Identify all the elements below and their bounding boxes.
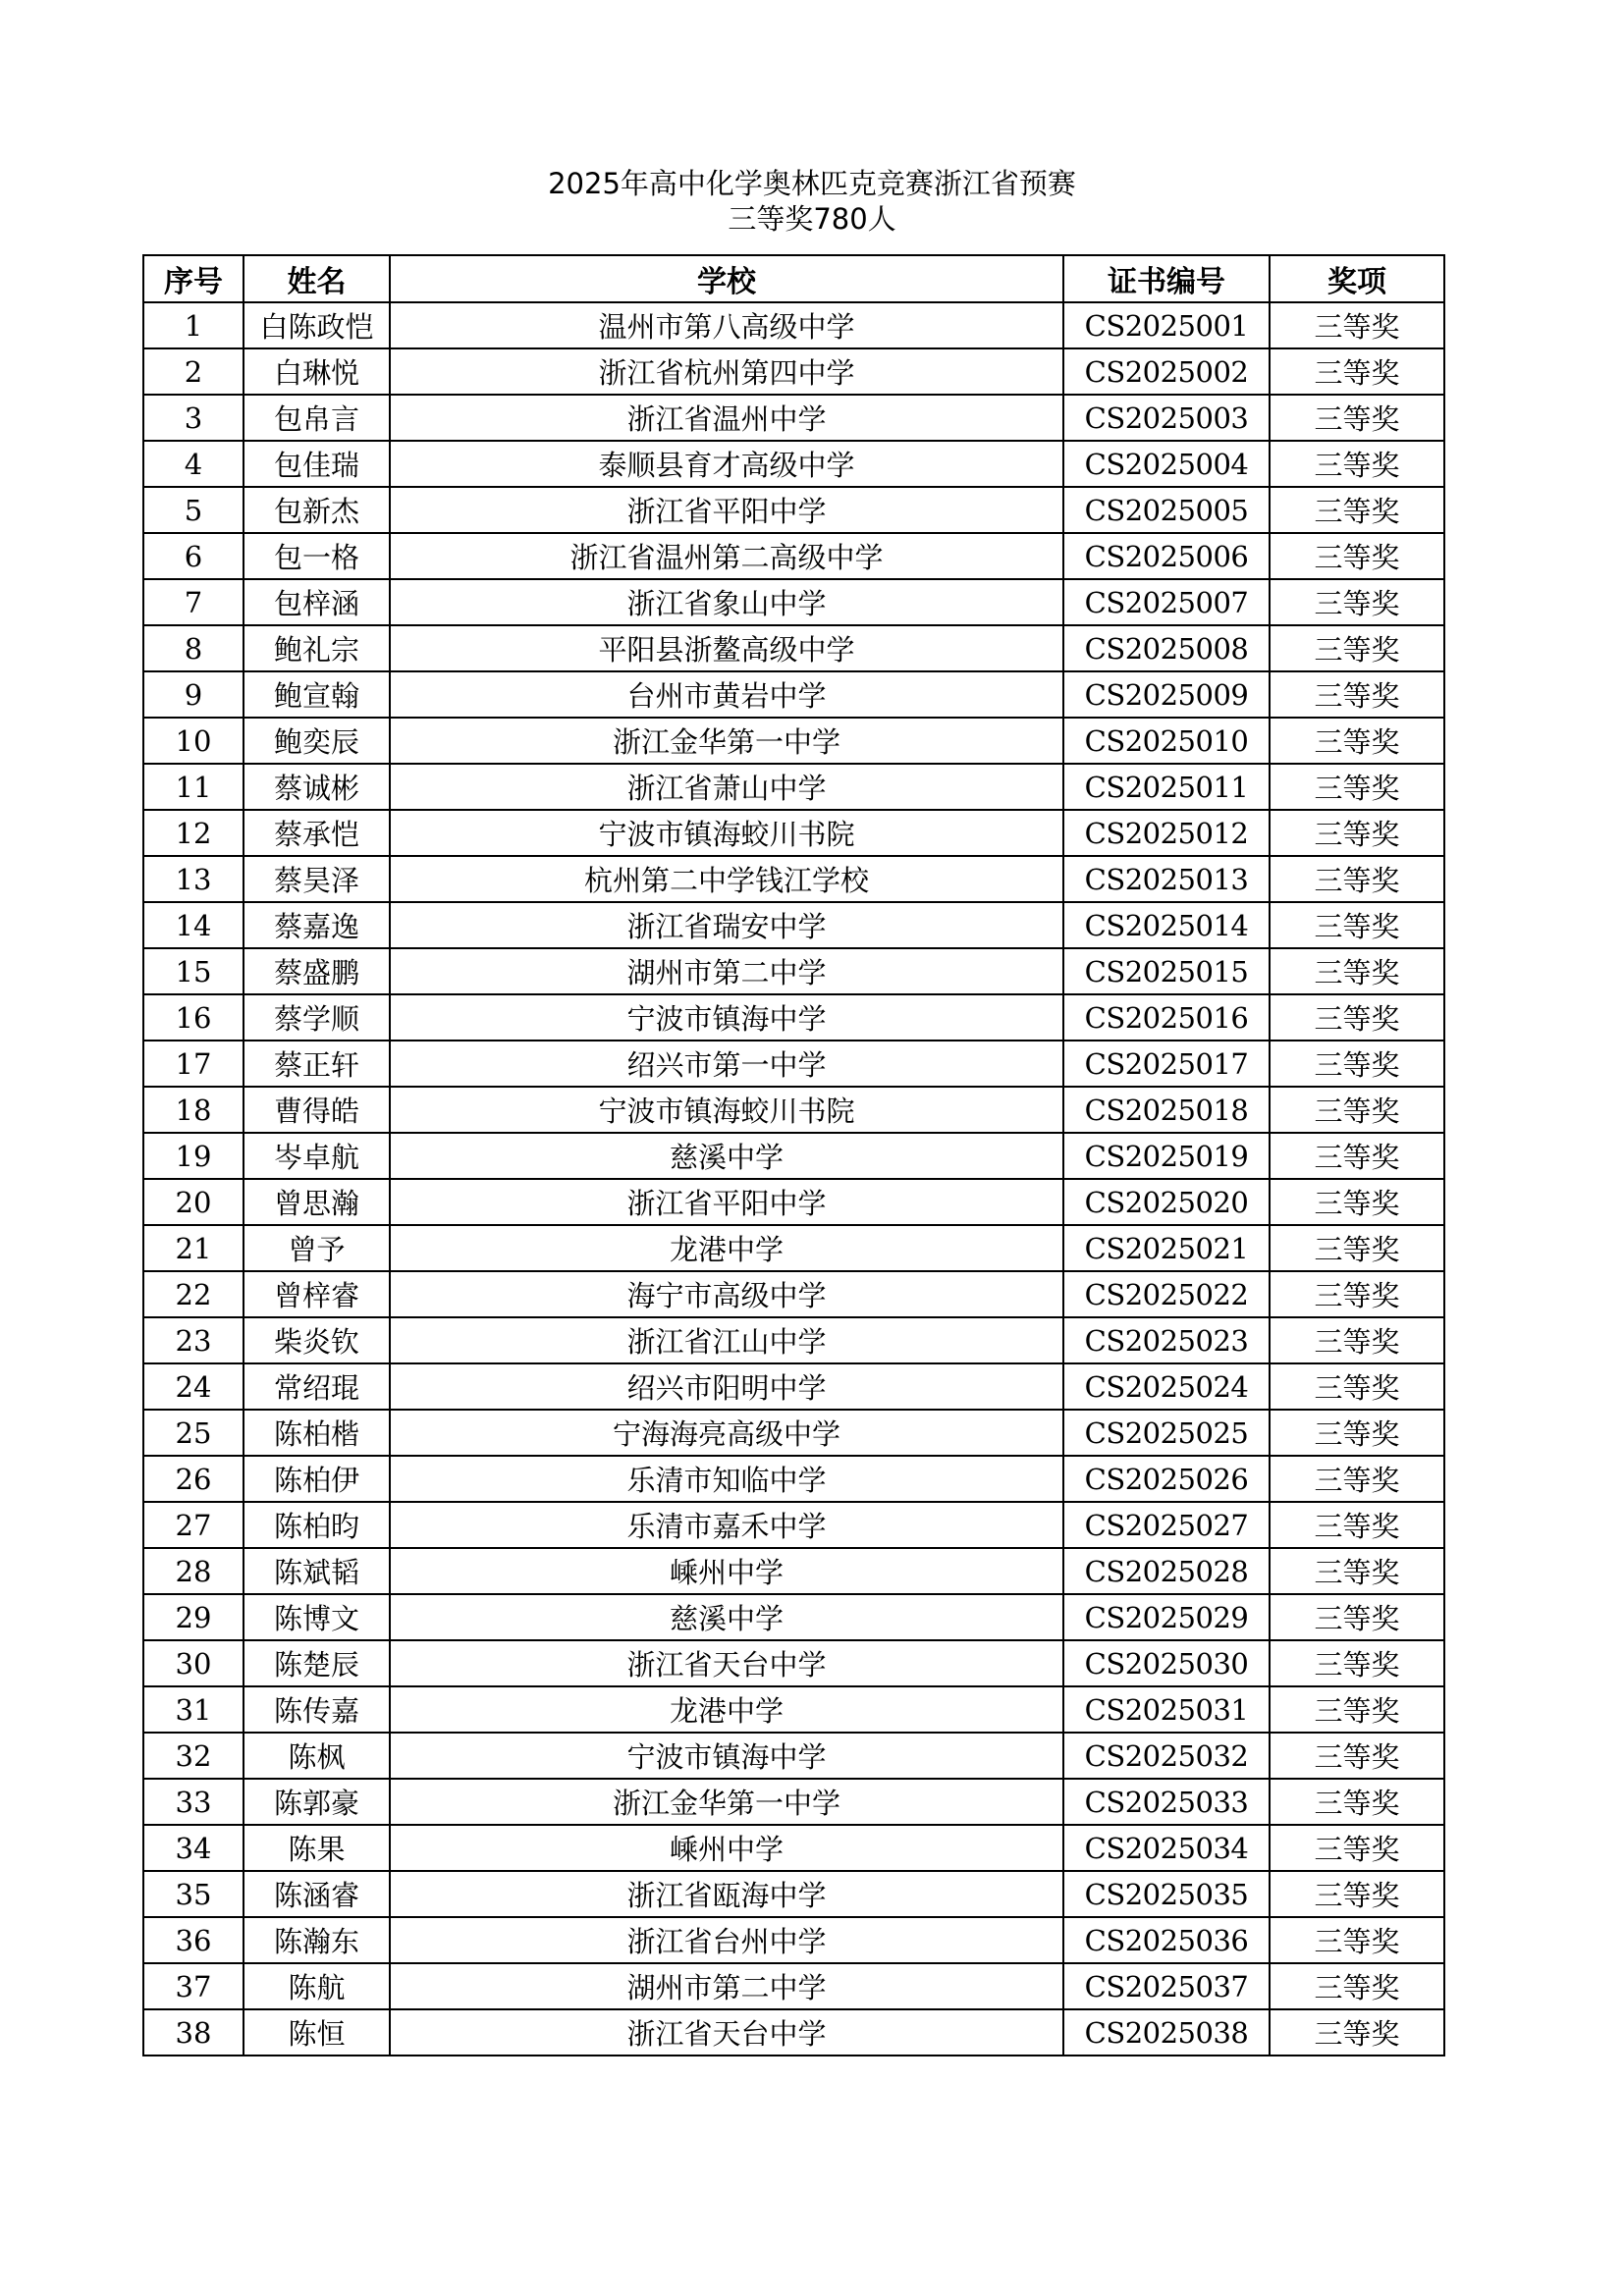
cell-name: 蔡嘉逸 [244, 902, 390, 948]
table-row [143, 1917, 1444, 1963]
cell-school: 泰顺县育才高级中学 [390, 441, 1063, 487]
table-row [143, 1686, 1444, 1733]
cell-school: 台州市黄岩中学 [390, 671, 1063, 718]
cell-award: 三等奖 [1270, 1225, 1444, 1271]
cell-school: 浙江省台州中学 [390, 1917, 1063, 1963]
cell-award: 三等奖 [1270, 718, 1444, 764]
cell-school: 海宁市高级中学 [390, 1271, 1063, 1317]
cell-name: 陈传嘉 [244, 1686, 390, 1733]
cell-school: 浙江省萧山中学 [390, 764, 1063, 810]
cell-award: 三等奖 [1270, 764, 1444, 810]
cell-index: 6 [143, 533, 244, 579]
cell-award: 三等奖 [1270, 1963, 1444, 2009]
cell-name: 岑卓航 [244, 1133, 390, 1179]
cell-name: 陈楚辰 [244, 1640, 390, 1686]
cell-award: 三等奖 [1270, 1317, 1444, 1363]
cell-award: 三等奖 [1270, 1640, 1444, 1686]
cell-cert: CS2025031 [1063, 1686, 1270, 1733]
table-row [143, 1225, 1444, 1271]
cell-award: 三等奖 [1270, 1871, 1444, 1917]
cell-cert: CS2025006 [1063, 533, 1270, 579]
cell-school: 乐清市嘉禾中学 [390, 1502, 1063, 1548]
header-index: 序号 [143, 255, 244, 302]
table-row [143, 994, 1444, 1041]
cell-award: 三等奖 [1270, 348, 1444, 395]
cell-school: 浙江省象山中学 [390, 579, 1063, 625]
cell-cert: CS2025033 [1063, 1779, 1270, 1825]
cell-school: 杭州第二中学钱江学校 [390, 856, 1063, 902]
cell-award: 三等奖 [1270, 1133, 1444, 1179]
cell-school: 宁波市镇海中学 [390, 994, 1063, 1041]
cell-cert: CS2025023 [1063, 1317, 1270, 1363]
cell-school: 浙江省江山中学 [390, 1317, 1063, 1363]
cell-award: 三等奖 [1270, 1917, 1444, 1963]
cell-award: 三等奖 [1270, 994, 1444, 1041]
cell-award: 三等奖 [1270, 1594, 1444, 1640]
cell-name: 白陈政恺 [244, 302, 390, 348]
cell-school: 宁波市镇海蛟川书院 [390, 810, 1063, 856]
cell-name: 包新杰 [244, 487, 390, 533]
cell-award: 三等奖 [1270, 948, 1444, 994]
cell-cert: CS2025025 [1063, 1410, 1270, 1456]
table-row [143, 948, 1444, 994]
cell-award: 三等奖 [1270, 671, 1444, 718]
table-row [143, 1825, 1444, 1871]
cell-award: 三等奖 [1270, 1733, 1444, 1779]
cell-cert: CS2025035 [1063, 1871, 1270, 1917]
table-row [143, 764, 1444, 810]
cell-name: 鲍奕辰 [244, 718, 390, 764]
cell-school: 湖州市第二中学 [390, 948, 1063, 994]
cell-cert: CS2025001 [1063, 302, 1270, 348]
cell-cert: CS2025009 [1063, 671, 1270, 718]
cell-cert: CS2025012 [1063, 810, 1270, 856]
cell-name: 包一格 [244, 533, 390, 579]
table-body [143, 302, 1444, 2056]
cell-index: 19 [143, 1133, 244, 1179]
cell-cert: CS2025030 [1063, 1640, 1270, 1686]
cell-name: 陈果 [244, 1825, 390, 1871]
cell-school: 浙江省平阳中学 [390, 1179, 1063, 1225]
cell-school: 湖州市第二中学 [390, 1963, 1063, 2009]
cell-school: 浙江省温州第二高级中学 [390, 533, 1063, 579]
table-row [143, 1779, 1444, 1825]
cell-index: 24 [143, 1363, 244, 1410]
table-row [143, 1133, 1444, 1179]
cell-school: 慈溪中学 [390, 1594, 1063, 1640]
cell-cert: CS2025026 [1063, 1456, 1270, 1502]
cell-award: 三等奖 [1270, 1041, 1444, 1087]
cell-cert: CS2025029 [1063, 1594, 1270, 1640]
cell-index: 28 [143, 1548, 244, 1594]
cell-name: 包帛言 [244, 395, 390, 441]
cell-index: 36 [143, 1917, 244, 1963]
table-row [143, 1271, 1444, 1317]
table-row [143, 1041, 1444, 1087]
table-row [143, 671, 1444, 718]
cell-name: 常绍琨 [244, 1363, 390, 1410]
cell-index: 29 [143, 1594, 244, 1640]
table-row [143, 487, 1444, 533]
cell-school: 乐清市知临中学 [390, 1456, 1063, 1502]
cell-cert: CS2025032 [1063, 1733, 1270, 1779]
cell-cert: CS2025010 [1063, 718, 1270, 764]
header-cert: 证书编号 [1063, 255, 1270, 302]
cell-school: 龙港中学 [390, 1225, 1063, 1271]
table-header-row [143, 255, 1444, 302]
cell-cert: CS2025034 [1063, 1825, 1270, 1871]
cell-index: 32 [143, 1733, 244, 1779]
cell-school: 浙江金华第一中学 [390, 1779, 1063, 1825]
table-row [143, 348, 1444, 395]
cell-cert: CS2025037 [1063, 1963, 1270, 2009]
cell-cert: CS2025011 [1063, 764, 1270, 810]
table-row [143, 2009, 1444, 2056]
cell-cert: CS2025021 [1063, 1225, 1270, 1271]
cell-school: 浙江省平阳中学 [390, 487, 1063, 533]
cell-index: 11 [143, 764, 244, 810]
cell-cert: CS2025003 [1063, 395, 1270, 441]
cell-school: 绍兴市第一中学 [390, 1041, 1063, 1087]
cell-index: 26 [143, 1456, 244, 1502]
cell-name: 蔡盛鹏 [244, 948, 390, 994]
cell-award: 三等奖 [1270, 902, 1444, 948]
cell-cert: CS2025027 [1063, 1502, 1270, 1548]
table-row [143, 625, 1444, 671]
table-row [143, 856, 1444, 902]
cell-cert: CS2025004 [1063, 441, 1270, 487]
table-row [143, 1363, 1444, 1410]
cell-name: 鲍宣翰 [244, 671, 390, 718]
table-row [143, 1871, 1444, 1917]
cell-award: 三等奖 [1270, 1779, 1444, 1825]
cell-school: 浙江省天台中学 [390, 2009, 1063, 2056]
cell-index: 3 [143, 395, 244, 441]
header-award: 奖项 [1270, 255, 1444, 302]
cell-cert: CS2025005 [1063, 487, 1270, 533]
cell-index: 10 [143, 718, 244, 764]
cell-award: 三等奖 [1270, 810, 1444, 856]
cell-index: 34 [143, 1825, 244, 1871]
cell-cert: CS2025018 [1063, 1087, 1270, 1133]
cell-school: 平阳县浙鳌高级中学 [390, 625, 1063, 671]
cell-award: 三等奖 [1270, 1271, 1444, 1317]
cell-name: 蔡昊泽 [244, 856, 390, 902]
cell-award: 三等奖 [1270, 1410, 1444, 1456]
cell-cert: CS2025028 [1063, 1548, 1270, 1594]
table-row [143, 579, 1444, 625]
cell-name: 陈柏伊 [244, 1456, 390, 1502]
header-name: 姓名 [244, 255, 390, 302]
table-row [143, 1733, 1444, 1779]
cell-index: 33 [143, 1779, 244, 1825]
cell-award: 三等奖 [1270, 441, 1444, 487]
cell-index: 30 [143, 1640, 244, 1686]
cell-award: 三等奖 [1270, 1502, 1444, 1548]
table-row [143, 1179, 1444, 1225]
cell-name: 白琳悦 [244, 348, 390, 395]
cell-school: 嵊州中学 [390, 1548, 1063, 1594]
page-subtitle: 三等奖780人 [728, 202, 896, 236]
cell-name: 曾梓睿 [244, 1271, 390, 1317]
table-row [143, 1087, 1444, 1133]
cell-name: 陈瀚东 [244, 1917, 390, 1963]
cell-index: 15 [143, 948, 244, 994]
cell-index: 18 [143, 1087, 244, 1133]
cell-index: 13 [143, 856, 244, 902]
cell-cert: CS2025016 [1063, 994, 1270, 1041]
cell-index: 1 [143, 302, 244, 348]
cell-cert: CS2025002 [1063, 348, 1270, 395]
cell-cert: CS2025038 [1063, 2009, 1270, 2056]
cell-index: 16 [143, 994, 244, 1041]
cell-school: 宁海海亮高级中学 [390, 1410, 1063, 1456]
cell-index: 21 [143, 1225, 244, 1271]
cell-index: 22 [143, 1271, 244, 1317]
cell-name: 陈航 [244, 1963, 390, 2009]
cell-cert: CS2025019 [1063, 1133, 1270, 1179]
cell-index: 9 [143, 671, 244, 718]
cell-name: 曾予 [244, 1225, 390, 1271]
cell-cert: CS2025014 [1063, 902, 1270, 948]
cell-name: 陈斌韬 [244, 1548, 390, 1594]
cell-cert: CS2025024 [1063, 1363, 1270, 1410]
table-row [143, 1594, 1444, 1640]
cell-name: 曹得皓 [244, 1087, 390, 1133]
cell-index: 12 [143, 810, 244, 856]
cell-cert: CS2025036 [1063, 1917, 1270, 1963]
cell-cert: CS2025013 [1063, 856, 1270, 902]
cell-cert: CS2025022 [1063, 1271, 1270, 1317]
cell-cert: CS2025015 [1063, 948, 1270, 994]
cell-award: 三等奖 [1270, 625, 1444, 671]
cell-award: 三等奖 [1270, 1179, 1444, 1225]
cell-name: 曾思瀚 [244, 1179, 390, 1225]
cell-cert: CS2025007 [1063, 579, 1270, 625]
table-row [143, 1317, 1444, 1363]
cell-award: 三等奖 [1270, 395, 1444, 441]
table-row [143, 810, 1444, 856]
cell-index: 37 [143, 1963, 244, 2009]
table-row [143, 902, 1444, 948]
cell-index: 4 [143, 441, 244, 487]
cell-index: 8 [143, 625, 244, 671]
cell-index: 27 [143, 1502, 244, 1548]
cell-award: 三等奖 [1270, 856, 1444, 902]
cell-name: 包梓涵 [244, 579, 390, 625]
cell-school: 浙江省温州中学 [390, 395, 1063, 441]
table-row [143, 1963, 1444, 2009]
cell-name: 蔡学顺 [244, 994, 390, 1041]
cell-school: 宁波市镇海蛟川书院 [390, 1087, 1063, 1133]
cell-index: 35 [143, 1871, 244, 1917]
cell-name: 陈恒 [244, 2009, 390, 2056]
cell-school: 浙江省天台中学 [390, 1640, 1063, 1686]
cell-name: 蔡正轩 [244, 1041, 390, 1087]
cell-name: 陈枫 [244, 1733, 390, 1779]
cell-award: 三等奖 [1270, 1686, 1444, 1733]
cell-award: 三等奖 [1270, 579, 1444, 625]
cell-school: 绍兴市阳明中学 [390, 1363, 1063, 1410]
cell-school: 浙江省瓯海中学 [390, 1871, 1063, 1917]
cell-school: 龙港中学 [390, 1686, 1063, 1733]
cell-school: 浙江省杭州第四中学 [390, 348, 1063, 395]
cell-index: 31 [143, 1686, 244, 1733]
cell-award: 三等奖 [1270, 1456, 1444, 1502]
cell-cert: CS2025020 [1063, 1179, 1270, 1225]
cell-index: 38 [143, 2009, 244, 2056]
cell-index: 17 [143, 1041, 244, 1087]
cell-award: 三等奖 [1270, 2009, 1444, 2056]
cell-school: 浙江省瑞安中学 [390, 902, 1063, 948]
table-row [143, 1548, 1444, 1594]
cell-index: 25 [143, 1410, 244, 1456]
cell-name: 陈涵睿 [244, 1871, 390, 1917]
cell-name: 鲍礼宗 [244, 625, 390, 671]
cell-index: 5 [143, 487, 244, 533]
cell-school: 嵊州中学 [390, 1825, 1063, 1871]
table-row [143, 302, 1444, 348]
cell-index: 2 [143, 348, 244, 395]
table-row [143, 441, 1444, 487]
cell-name: 陈博文 [244, 1594, 390, 1640]
table-row [143, 395, 1444, 441]
table-row [143, 1502, 1444, 1548]
cell-name: 蔡诚彬 [244, 764, 390, 810]
page-title: 2025年高中化学奥林匹克竞赛浙江省预赛 [548, 167, 1076, 200]
cell-award: 三等奖 [1270, 1548, 1444, 1594]
cell-school: 浙江金华第一中学 [390, 718, 1063, 764]
cell-school: 宁波市镇海中学 [390, 1733, 1063, 1779]
cell-award: 三等奖 [1270, 487, 1444, 533]
cell-name: 陈郭豪 [244, 1779, 390, 1825]
cell-name: 蔡承恺 [244, 810, 390, 856]
cell-name: 柴炎钦 [244, 1317, 390, 1363]
cell-award: 三等奖 [1270, 302, 1444, 348]
table-row [143, 1410, 1444, 1456]
header-school: 学校 [390, 255, 1063, 302]
cell-school: 温州市第八高级中学 [390, 302, 1063, 348]
cell-cert: CS2025017 [1063, 1041, 1270, 1087]
cell-award: 三等奖 [1270, 1363, 1444, 1410]
cell-name: 包佳瑞 [244, 441, 390, 487]
cell-cert: CS2025008 [1063, 625, 1270, 671]
cell-award: 三等奖 [1270, 533, 1444, 579]
cell-name: 陈柏楷 [244, 1410, 390, 1456]
award-table [142, 254, 1445, 2056]
cell-award: 三等奖 [1270, 1825, 1444, 1871]
cell-award: 三等奖 [1270, 1087, 1444, 1133]
table-row [143, 718, 1444, 764]
cell-index: 14 [143, 902, 244, 948]
table-row [143, 1456, 1444, 1502]
cell-index: 7 [143, 579, 244, 625]
table-row [143, 533, 1444, 579]
cell-index: 20 [143, 1179, 244, 1225]
cell-index: 23 [143, 1317, 244, 1363]
cell-school: 慈溪中学 [390, 1133, 1063, 1179]
table-row [143, 1640, 1444, 1686]
cell-name: 陈柏昀 [244, 1502, 390, 1548]
